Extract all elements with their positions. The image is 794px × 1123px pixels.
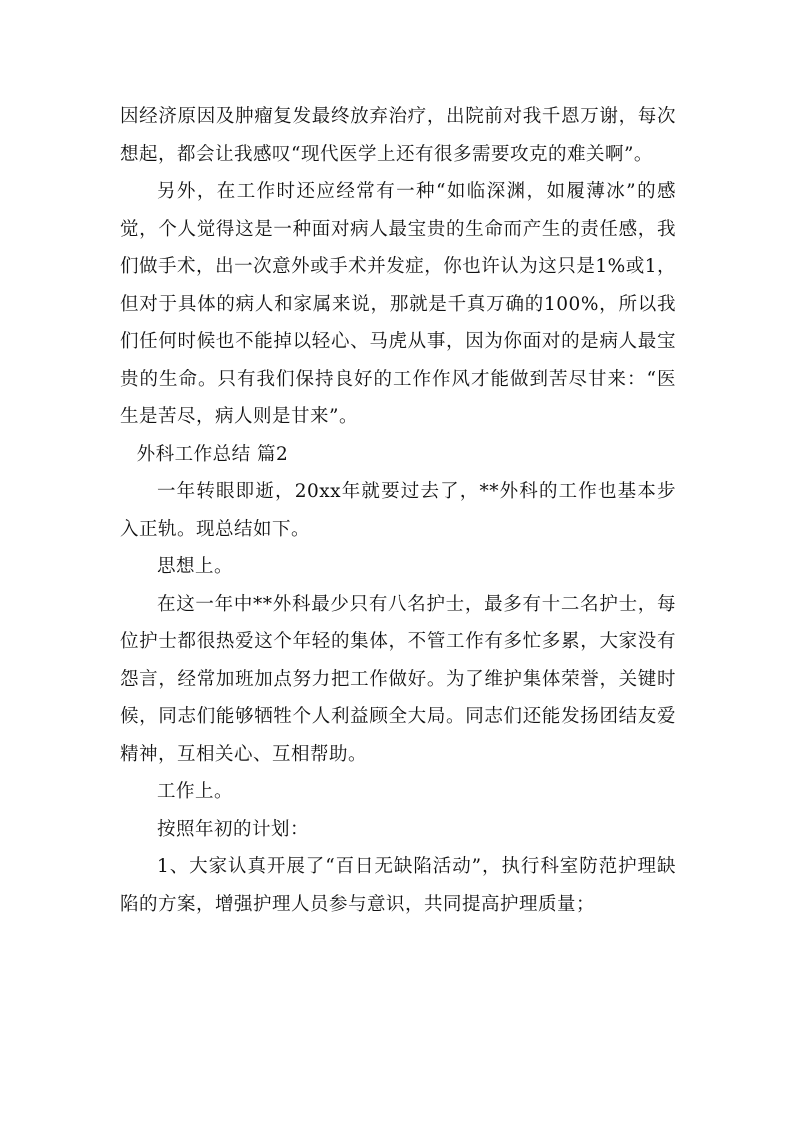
paragraph-responsibility: 另外，在工作时还应经常有一种“如临深渊，如履薄冰”的感觉，个人觉得这是一种面对病人最宝贵的生命而产生的责任感，我们做手术，出一次意外或手术并发症，你也许认为这只是1%或1，但对于具体的病人和家属来说，那就是千真万确的100%，所以我们任何时候也不能掉以轻心、马虎从事，因为你面对的是病人最宝贵的生命。只有我们保持良好的工作作风才能做到苦尽甘来：“医生是苦尽，病人则是甘来”。 [120, 181, 676, 427]
paragraph-intro: 一年转眼即逝，20xx年就要过去了，**外科的工作也基本步入正轨。现总结如下。 [120, 481, 676, 540]
subheading-thought: 思想上。 [157, 556, 234, 577]
paragraph-continuation: 因经济原因及肿瘤复发最终放弃治疗，出院前对我千恩万谢，每次想起，都会让我感叹“现代医学上还有很多需要攻克的难关啊”。 [120, 106, 676, 165]
list-item-1: 1、大家认真开展了“百日无缺陷活动”，执行科室防范护理缺陷的方案，增强护理人员参与意识，共同提高护理质量； [120, 856, 676, 915]
document-body [120, 98, 676, 923]
subheading-work: 工作上。 [157, 781, 234, 802]
paragraph-plan: 按照年初的计划： [157, 818, 310, 840]
section-heading: 外科工作总结 篇2 [136, 443, 289, 465]
paragraph-team: 在这一年中**外科最少只有八名护士，最多有十二名护士，每位护士都很热爱这个年轻的集体，不管工作有多忙多累，大家没有怨言，经常加班加点努力把工作做好。为了维护集体荣誉，关键时候，同志们能够牺牲个人利益顾全大局。同志们还能发扬团结友爱精神，互相关心、互相帮助。 [120, 593, 676, 765]
